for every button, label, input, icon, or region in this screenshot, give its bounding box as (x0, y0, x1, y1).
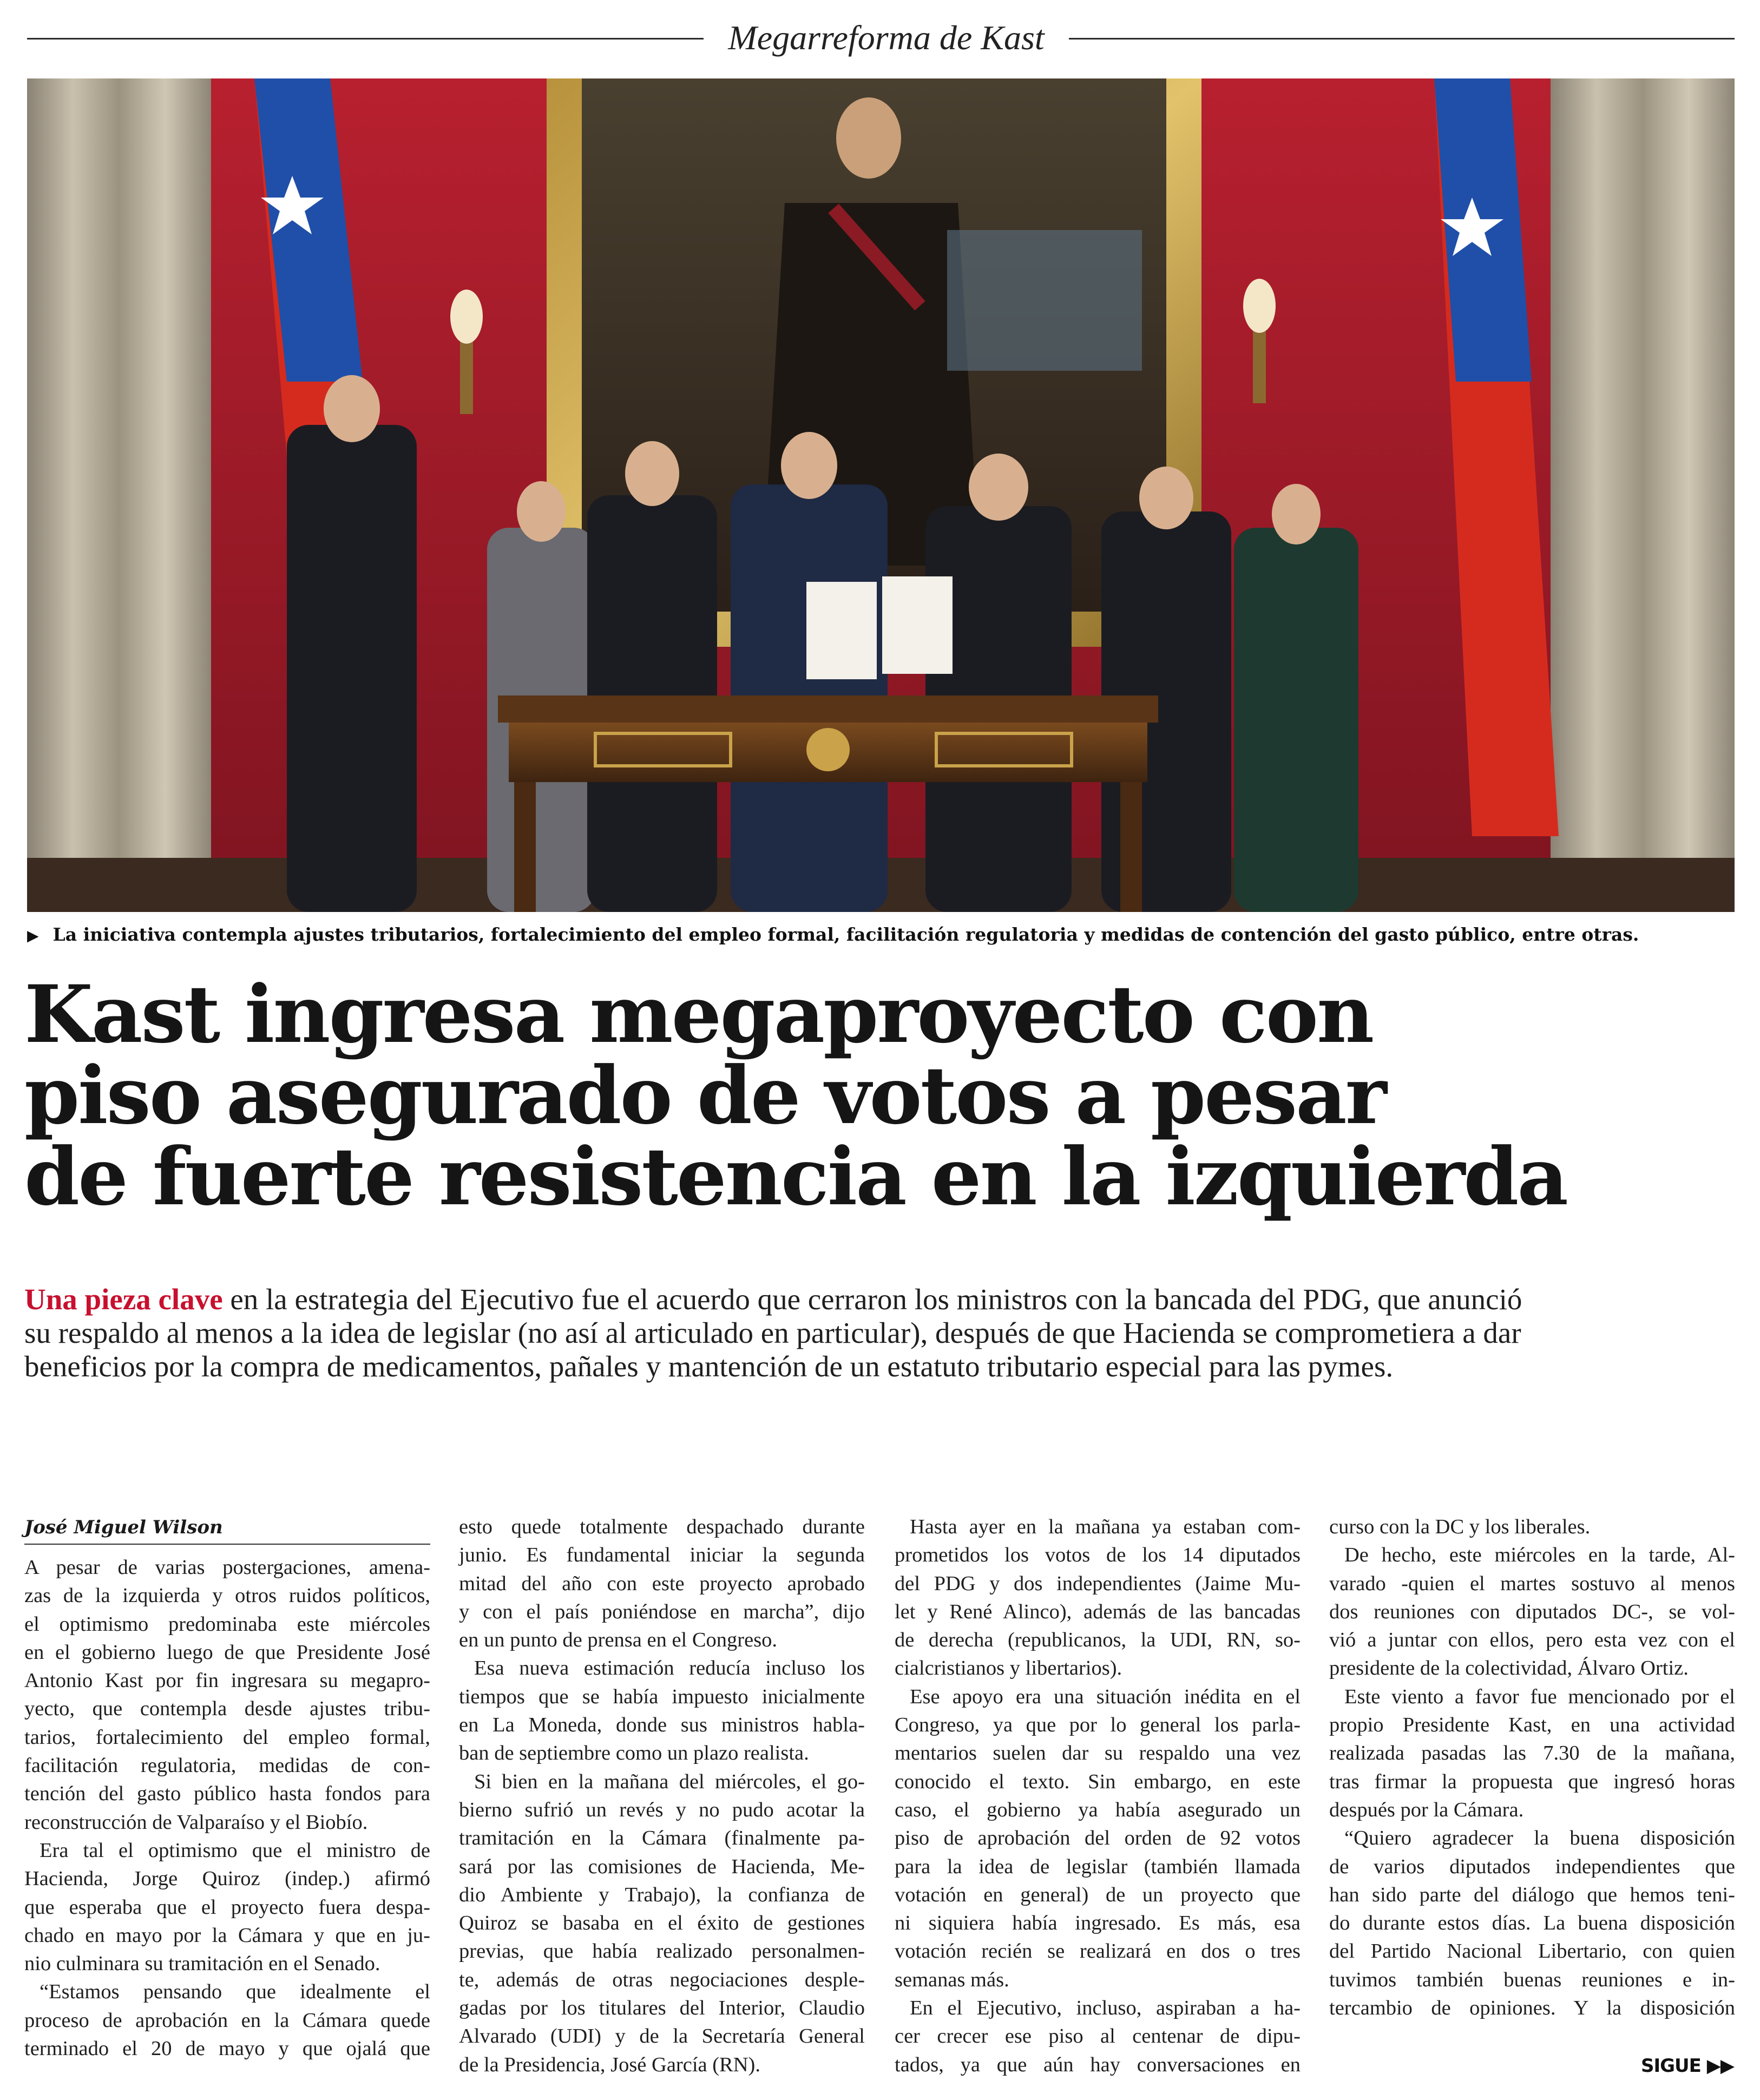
body-line: tuvimos también buenas reuniones e in- (1329, 1968, 1735, 1991)
body-line: tramitación en la Cámara (finalmente pa- (459, 1827, 865, 1850)
body-line: Hasta ayer en la mañana ya estaban com- (910, 1515, 1301, 1538)
headline-line: Kast ingresa megaproyecto con (24, 968, 1373, 1061)
section-rule-left (27, 38, 704, 40)
body-line: realizada pasadas las 7.30 de la mañana, (1329, 1742, 1735, 1765)
body-line: propio Presidente Kast, en una actividad (1329, 1714, 1735, 1737)
deck-line (24, 1283, 1735, 1316)
body-line: conocido el texto. Sin embargo, en este (895, 1770, 1301, 1793)
body-line: tarios, fortalecimiento del empleo formal, (24, 1725, 430, 1749)
body-line: chado en mayo por la Cámara y que en ju- (24, 1924, 430, 1947)
body-line: do durante estos días. La buena disposición (1329, 1912, 1735, 1935)
body-line: votación en general) de un proyecto que (895, 1883, 1301, 1906)
photo-caption-text: La iniciativa contempla ajustes tributarios, fortalecimiento del empleo formal, facilitación regulatoria y medidas de contención del gasto público, entre otras. (52, 924, 1639, 945)
triangle-right-icon: ▶ (27, 927, 39, 944)
body-line: después por la Cámara. (1329, 1798, 1524, 1821)
body-line: del PDG y dos independientes (Jaime Mu- (895, 1572, 1301, 1595)
body-line: de varios diputados independientes que (1329, 1855, 1735, 1878)
body-line: nio culminara su tramitación en el Senado. (24, 1952, 380, 1976)
body-line: tención del gasto público hasta fondos para (24, 1782, 430, 1806)
body-line: para la idea de legislar (también llamada (895, 1855, 1301, 1878)
body-line: En el Ejecutivo, incluso, aspiraban a ha- (910, 1997, 1301, 2020)
body-line: te, además de otras negociaciones desple- (459, 1968, 865, 1991)
body-line: tercambio de opiniones. Y la disposición (1329, 1997, 1735, 2020)
body-line: “Estamos pensando que idealmente el (40, 1980, 430, 2004)
body-line: tiempos que se había impuesto inicialmente (459, 1685, 865, 1708)
body-line: Antonio Kast por fin ingresara su megapro- (24, 1669, 430, 1692)
body-line: han sido parte del diálogo que hemos teni- (1329, 1883, 1735, 1906)
body-line: “Quiero agradecer la buena disposición (1344, 1827, 1735, 1850)
headline-line: piso asegurado de votos a pesar (24, 1049, 1385, 1142)
deck-kicker: Una pieza clave (24, 1283, 223, 1316)
deck-text: en la estrategia del Ejecutivo fue el acuerdo que cerraron los ministros con la bancada del PDG, que anunció (222, 1283, 1522, 1316)
headline-line: de fuerte resistencia en la izquierda (24, 1131, 1567, 1223)
body-line: facilitación regulatoria, medidas de con- (24, 1754, 430, 1777)
body-line: tados, ya que aún hay conversaciones en (895, 2053, 1301, 2076)
body-line: varado -quien el martes sostuvo al menos (1329, 1572, 1735, 1595)
headline (24, 968, 1729, 1223)
body-line: en La Moneda, donde sus ministros habla- (459, 1714, 865, 1737)
section-title: Megarreforma de Kast (728, 18, 1045, 57)
body-line: Congreso, ya que por lo general los parla- (895, 1714, 1301, 1737)
body-line: presidente de la colectividad, Álvaro Ortiz. (1329, 1657, 1689, 1680)
body-line: de la Presidencia, José García (RN). (459, 2053, 760, 2076)
body-line: ni siquiera había ingresado. Es más, esa (895, 1912, 1301, 1935)
body-line: previas, que había realizado personalmen- (459, 1940, 865, 1963)
body-line: Alvarado (UDI) y de la Secretaría General (459, 2025, 865, 2048)
body-line: Este viento a favor fue mencionado por el (1344, 1685, 1735, 1708)
body-line: en un punto de prensa en el Congreso. (459, 1629, 778, 1652)
deck-line: su respaldo al menos a la idea de legislar (no así al articulado en particular), después de que Hacienda se comprometiera a dar (24, 1316, 1521, 1349)
body-line: ban de septiembre como un plazo realista. (459, 1742, 809, 1765)
section-rule-right (1069, 38, 1735, 40)
body-line: de derecha (republicanos, la UDI, RN, so- (895, 1629, 1301, 1652)
body-line: cer crecer ese piso al centenar de dipu- (895, 2025, 1301, 2048)
body-line: De hecho, este miércoles en la tarde, Al- (1344, 1544, 1735, 1567)
body-line: prometidos los votos de los 14 diputados (895, 1544, 1301, 1567)
body-column-4 (1329, 1513, 1735, 2022)
continue-label: SIGUE (1640, 2055, 1701, 2077)
body-line: en el gobierno luego de que Presidente José (24, 1640, 430, 1664)
body-line: sará por las comisiones de Hacienda, Me- (459, 1855, 865, 1878)
body-line: votación recién se realizará en dos o tres (895, 1940, 1301, 1963)
body-column-2 (459, 1513, 865, 2079)
body-column-1 (24, 1515, 430, 2063)
body-line: Esa nueva estimación reducía incluso los (474, 1657, 865, 1680)
body-line: Hacienda, Jorge Quiroz (indep.) afirmó (24, 1867, 430, 1891)
body-line: caso, el gobierno ya había asegurado un (895, 1798, 1301, 1821)
body-line: Era tal el optimismo que el ministro de (40, 1839, 430, 1862)
body-column-3 (895, 1513, 1301, 2079)
deck (24, 1283, 1735, 1383)
body-line: vió a juntar con ellos, pero esta vez con el (1329, 1629, 1735, 1652)
photo-caption (27, 923, 1735, 948)
body-line: dio Ambiente y Trabajo), la confianza de (459, 1883, 865, 1906)
body-line: A pesar de varias postergaciones, amena- (24, 1556, 430, 1579)
body-line: yecto, que contempla desde ajustes tribu- (24, 1697, 430, 1721)
body-line: esto quede totalmente despachado durante (459, 1515, 865, 1538)
body-line: semanas más. (895, 1968, 1009, 1991)
body-line: Quiroz se basaba en el éxito de gestiones (459, 1912, 865, 1935)
body-line: del Partido Nacional Libertario, con quien (1329, 1940, 1735, 1963)
body-line: y con el país poniéndose en marcha”, dijo (459, 1600, 865, 1623)
body-line: let y René Alinco), además de las bancadas (895, 1600, 1301, 1623)
body-line: tras firmar la propuesta que ingresó horas (1329, 1770, 1735, 1793)
body-line: terminado el 20 de mayo y que ojalá que (24, 2037, 430, 2060)
body-line: junio. Es fundamental iniciar la segunda (459, 1544, 865, 1567)
body-line: cialcristianos y libertarios). (895, 1657, 1122, 1680)
body-line: Ese apoyo era una situación inédita en el (910, 1685, 1301, 1708)
body-line: gadas por los titulares del Interior, Claudio (459, 1997, 865, 2020)
deck-line: beneficios por la compra de medicamentos, pañales y mantención de un estatuto tributario especial para las pymes. (24, 1350, 1394, 1383)
body-line: bierno sufrió un revés y no pudo acotar la (459, 1798, 865, 1821)
lead-photo (27, 78, 1735, 912)
double-chevron-right-icon: ▶▶ (1706, 2055, 1734, 2077)
body-line: mitad del año con este proyecto aprobado (459, 1572, 865, 1595)
byline: José Miguel Wilson (24, 1515, 430, 1545)
body-line: zas de la izquierda y otros ruidos políticos, (24, 1584, 430, 1607)
continue-marker[interactable] (1641, 2054, 1734, 2078)
body-line: Si bien en la mañana del miércoles, el go- (474, 1770, 865, 1793)
body-line: curso con la DC y los liberales. (1329, 1515, 1591, 1538)
body-line: piso de aprobación del orden de 92 votos (895, 1827, 1301, 1850)
body-line: dos reuniones con diputados DC-, se vol- (1329, 1600, 1735, 1623)
body-line: reconstrucción de Valparaíso y el Biobío. (24, 1810, 368, 1834)
body-line: el optimismo predominaba este miércoles (24, 1612, 430, 1636)
body-line: que esperaba que el proyecto fuera despa- (24, 1895, 430, 1919)
body-line: mentarios suelen dar su respaldo una vez (895, 1742, 1301, 1765)
body-line: proceso de aprobación en la Cámara quede (24, 2009, 430, 2032)
